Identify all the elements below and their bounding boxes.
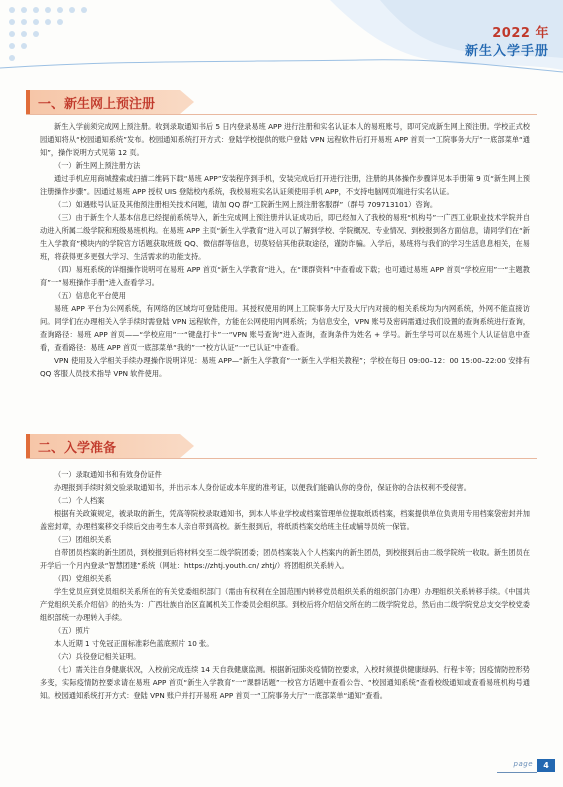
section2-subheading: （二）个人档案 xyxy=(54,496,105,505)
section2-paragraph: 学生党员应到党员组织关系所在的有关党委组织部门（需由有权利在全国范围内转移党员组织关系的组织部门办理）办理组织关系转移手续。《中国共产党组织关系介绍信》的抬头为：广西壮族自治区直属机关工作委员会组织部。到校后将介绍信交所在的二级学院党总，然后由二级学院党总支交学校党委组织部统一办理转入手续。 xyxy=(40,587,530,622)
section2-subheading: （五）照片 xyxy=(54,626,90,635)
section1-paragraph: 通过手机应用商城搜索或扫描二维码下载“易班 APP”安装程序到手机，安装完成后打开进行注册，注册的具体操作步骤详见本手册第 9 页“新生网上预注册操作步骤”。因通过易班 APP 授权 UIS 登陆校内系统，我校易班实名认证须使用手机 APP，不支持电脑网页端进行实名认证。 xyxy=(40,174,530,196)
section1-banner xyxy=(26,90,196,114)
section2-paragraph: 本人近期 1 寸免冠正面标准彩色蓝底照片 10 张。 xyxy=(54,639,214,648)
header-year-suffix: 年 xyxy=(535,26,549,41)
section1-subheading: （五）信息化平台使用 xyxy=(54,291,126,300)
section1-paragraph: （二）如遇账号认证及其他预注册相关技术问题，请加 QQ 群“工院新生网上预注册客服群”（群号 709713101）咨询。 xyxy=(54,200,438,209)
page-number: 4 xyxy=(537,759,555,772)
section2-paragraph: 办理报到手续时须交验录取通知书，并出示本人身份证或本年度的准考证，以便我们能确认你的身份，保证你的合法权利不受侵害。 xyxy=(54,483,471,492)
section2-banner xyxy=(26,434,196,458)
section1-paragraph: VPN 使用及入学相关手续办理操作说明详见：易班 APP—“新生入学教育”一“新生入学相关教程”；学校在每日 09:00–12：00 15:00–22:00 安排有 QQ 客服人员技术指导 VPN 软件使用。 xyxy=(40,356,530,378)
section2-subheading: （六）兵役登记相关证明。 xyxy=(54,652,141,661)
page-footer-line xyxy=(497,772,537,773)
page-label: page xyxy=(513,760,533,768)
section1-heading: 一、新生网上预注册 xyxy=(38,97,156,112)
section1-body xyxy=(40,120,530,380)
section1-paragraph: （三）由于新生个人基本信息已经提前系统导入，新生完成网上预注册并认证成功后，即已经加入了我校的易班“机构号”一广西工业职业技术学院并自动进入所属二级学院和班级易班机构。在易班 APP 主页“新生入学教育”进入可以了解到学校、学院概况、专业情况、到校报到各方面信息，请同学们在“新生入学教育”模块内的学院官方话题获取班级 QQ、微信群等信息，切莫轻信其他获取途径，谨防诈骗。入学后，易班将与我们的学习生活息息相关，在易班，将获得更多更强大学习、生活需求的功能支持。 xyxy=(40,213,530,261)
section1-paragraph: 易班 APP 平台为公网系统，有网络的区域均可登陆使用。其授权使用的网上工院事务大厅及大厅内对接的相关系统均为内网系统，外网不能直接访问。同学们在办理相关入学手续时需登陆 VPN 远程软件，方能在公网使用内网系统；为信息安全，VPN 账号及密码需通过我们设置的查询系统进行查询，查询路径：易班 APP 首页——“学校应用”一“键盘打卡”一“VPN 账号查询”进入查询，查询条件为姓名 + 学号。新生学号可以在易班个人认证信息中查看，查看路径：易班 APP 首页一底部菜单“我的”一“校方认证”一“已认证”中查看。 xyxy=(40,304,530,352)
section2-heading: 二、入学准备 xyxy=(38,441,117,456)
section2-divider xyxy=(26,458,537,459)
header-title: 新生入学手册 xyxy=(464,44,549,59)
section1-subheading: （一）新生网上预注册方法 xyxy=(54,161,141,170)
header-year-number: 2022 xyxy=(492,26,531,41)
section2-paragraph: 自带团员档案的新生团员，到校报到后将材料交至二级学院团委；团员档案装入个人档案内的新生团员，到校报到后由二级学院统一收取。新生团员在开学后一个月内登录“智慧团建”系统（网址：https://zhtj.youth.cn/ zhtj/）将团组织关系转入。 xyxy=(40,548,530,570)
section2-body xyxy=(40,468,530,702)
section2-subheading: （四）党组织关系 xyxy=(54,574,112,583)
section1-divider xyxy=(26,114,537,115)
section1-paragraph: （四）易班系统的详细操作说明可在易班 APP 首页“新生入学教育”进入，在“课群资料”中查看或下载；也可通过易班 APP 首页“学校应用”一“主题教育”一“易班操作手册”进入查看学习。 xyxy=(40,265,530,287)
section2-paragraph: （七）需关注自身健康状况，入校前完成连续 14 天自我健康监测。根据新冠肺炎疫情防控要求，入校时须提供健康绿码、行程卡等；因疫情防控形势多变，实际疫情防控要求请在易班 APP 首页“新生入学教育”一“课群话题”一校官方话题中查看公告、“校园通知系统”查看校级通知或查看易班机构号通知。校园通知系统打开方式：登陆 VPN 账户并打开易班 APP 首页一“工院事务大厅”一底部菜单“通知”查看。 xyxy=(40,665,530,700)
section2-subheading: （一）录取通知书和有效身份证件 xyxy=(54,470,162,479)
header-year xyxy=(492,22,549,41)
page-footer xyxy=(493,759,563,773)
section2-paragraph: 根据有关政策规定，被录取的新生，凭高等院校录取通知书，到本人毕业学校或档案管理单位提取纸质档案，档案提供单位负责用专用档案袋密封并加盖密封章，办理档案移交手续后交由考生本人亲自带到高校。新生报到后，将纸质档案交给班主任或辅导员统一保管。 xyxy=(40,509,530,531)
section2-subheading: （三）团组织关系 xyxy=(54,535,112,544)
section1-paragraph: 新生入学前须完成网上预注册。收到录取通知书后 5 日内登录易班 APP 进行注册和实名认证本人的易班账号，即可完成新生网上预注册。学校正式校园通知将从“校园通知系统”发布。校园通知系统打开方式：登陆学校提供的账户登陆 VPN 远程软件后打开易班 APP 首页一“工院事务大厅”一底部菜单“通知”，操作说明方式见第 12 页。 xyxy=(40,122,530,157)
